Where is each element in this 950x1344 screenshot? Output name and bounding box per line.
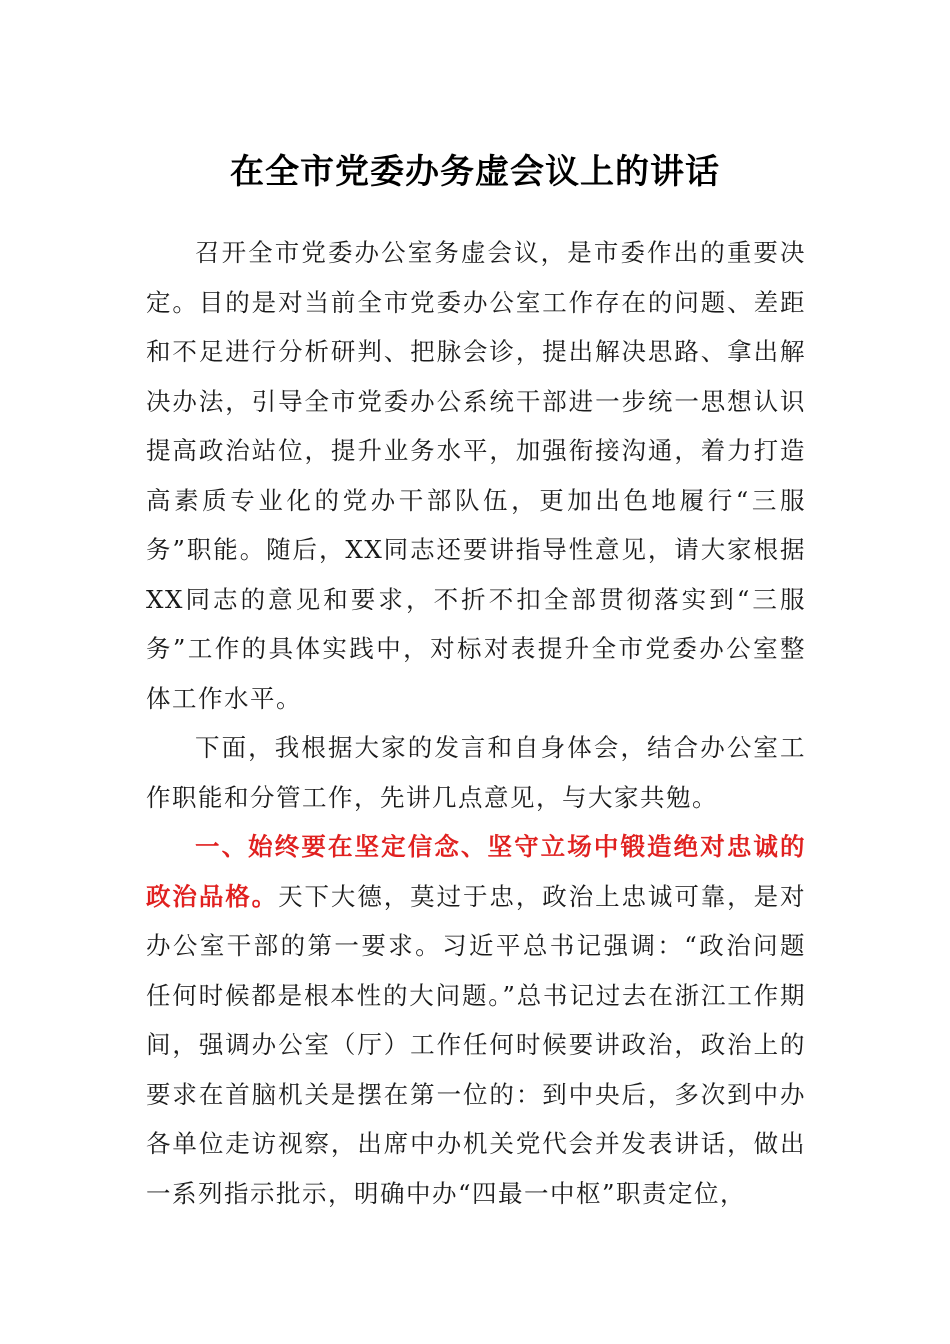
document-title: 在全市党委办务虚会议上的讲话 bbox=[230, 152, 720, 192]
paragraph-outline: 下面，我根据大家的发言和自身体会，结合办公室工作职能和分管工作，先讲几点意见，与大家共勉。 bbox=[146, 733, 806, 812]
section-body: 天下大德，莫过于忠，政治上忠诚可靠，是对办公室干部的第一要求。习近平总书记强调：“政治问题任何时候都是根本性的大问题。”总书记过去在浙江工作期间，强调办公室（厅）工作任何时候要讲政治，政治上的要求在首脑机关是摆在第一位的：到中央后，多次到中办各单位走访视察，出席中办机关党代会并发表讲话，做出一系列指示批示，明确中办“四最一中枢”职责定位， bbox=[146, 881, 807, 1208]
paragraph-intro: 召开全市党委办公室务虚会议，是市委作出的重要决定。目的是对当前全市党委办公室工作存在的问题、差距和不足进行分析研判、把脉会诊，提出解决思路、拿出解决办法，引导全市党委办公系统干部进一步统一思想认识提高政治站位，提升业务水平，加强衔接沟通，着力打造高素质专业化的党办干部队伍，更加出色地履行“三服务”职能。随后，XX同志还要讲指导性意见，请大家根据XX同志的意见和要求，不折不扣全部贯彻落实到“三服务”工作的具体实践中，对标对表提升全市党委办公室整体工作水平。 bbox=[146, 238, 806, 713]
document-body bbox=[146, 228, 806, 1218]
section-heading: 一、始终要在坚定信念、坚守立场中锻造绝对忠诚的政治品格。 bbox=[146, 832, 806, 911]
paragraph-section-one bbox=[146, 822, 806, 1218]
